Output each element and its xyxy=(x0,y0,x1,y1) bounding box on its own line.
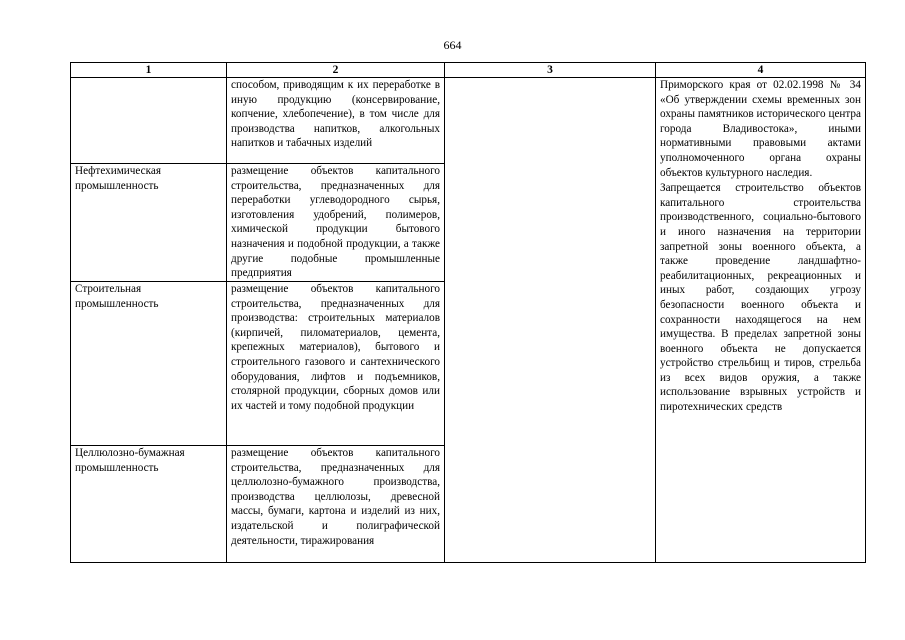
column-header-2: 2 xyxy=(227,63,445,78)
table-row xyxy=(71,78,866,164)
page-number: 664 xyxy=(443,38,462,52)
restrictions-paragraph: Запрещается строительство объектов капитального строительства производственного, социально-бытового и иного назначения на территории запретной зоны военного объекта, а также проведение ландшафтно-реабилитационных, рекреационных и иных работ, создающих угрозу безопасности военного объекта и сохранности находящегося на нем имущества. В пределах запретной зоны военного объекта не допускается устройство стрельбищ и тиров, стрельба из всех видов оружия, а также использование взрывных устройств и пиротехнических средств xyxy=(660,182,861,414)
column-header-1: 1 xyxy=(71,63,227,78)
industry-cell: Строительная промышленность xyxy=(71,282,227,446)
document-table xyxy=(70,62,866,563)
industry-cell: Нефтехимическая промышленность xyxy=(71,164,227,282)
table-header-row xyxy=(71,63,866,78)
description-cell: размещение объектов капитального строительства, предназначенных для целлюлозно-бумажного производства, производства целлюлозы, древесной массы, бумаги, картона и изделий из них, издательской и полиграфической деятельности, тиражирования xyxy=(227,446,445,563)
restrictions-paragraph: Приморского края от 02.02.1998 № 34 «Об утверждении схемы временных зон охраны памятников исторического центра города Владивостока», иными нормативными правовыми актами уполномоченного органа охраны объектов культурного наследия. xyxy=(660,79,861,179)
restrictions-cell xyxy=(656,78,866,563)
description-cell: размещение объектов капитального строительства, предназначенных для переработки углеводородного сырья, изготовления удобрений, полимеров, химической продукции бытового назначения и подобной продукции, а также другие подобные промышленные предприятия xyxy=(227,164,445,282)
column3-cell xyxy=(445,78,656,563)
description-cell: размещение объектов капитального строительства, предназначенных для производства: строительных материалов (кирпичей, пиломатериалов, цемента, крепежных материалов), бытового и строительного газового и сантехнического оборудования, лифтов и подъемников, столярной продукции, сборных домов или их частей и тому подобной продукции xyxy=(227,282,445,446)
industry-cell xyxy=(71,78,227,164)
description-cell: способом, приводящим к их переработке в иную продукцию (консервирование, копчение, хлебопечение), в том числе для производства напитков, алкогольных напитков и табачных изделий xyxy=(227,78,445,164)
column-header-4: 4 xyxy=(656,63,866,78)
column-header-3: 3 xyxy=(445,63,656,78)
industry-cell: Целлюлозно-бумажная промышленность xyxy=(71,446,227,563)
